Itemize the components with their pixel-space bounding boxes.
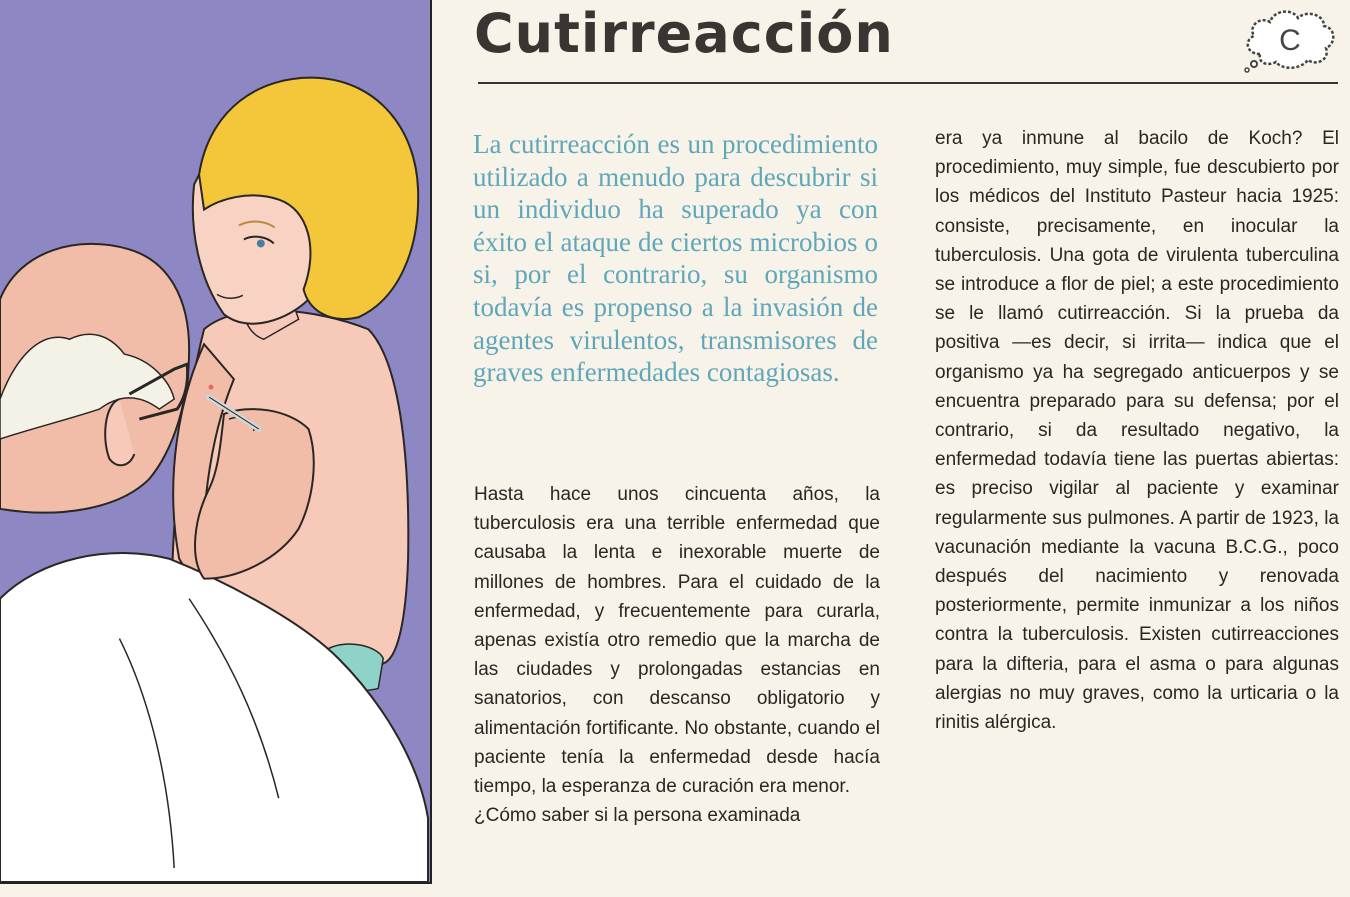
child-pupil — [257, 239, 265, 247]
title-divider — [478, 82, 1338, 84]
body-paragraph: ¿Cómo saber si la persona examinada — [474, 805, 801, 827]
skin-test-mark — [209, 385, 214, 390]
illustration — [0, 0, 432, 884]
body-column-right — [935, 124, 1339, 737]
body-paragraph: Hasta hace unos cincuenta años, la tuberculosis era una terrible enfermedad que causaba la lenta e inexorable muerte de millones de hombres. Para el cuidado de la enfermedad, y frecuentemente para curarla, apenas existía otro remedio que la marcha de las ciudades y prolongadas estancias en sanatorios, con descanso obligatorio y alimentación fortificante. No obstante, cuando el paciente tenía la enfermedad desde hacía tiempo, la esperanza de curación era menor. — [474, 484, 880, 798]
body-column-left — [474, 480, 880, 830]
body-paragraph: era ya inmune al bacilo de Koch? El procedimiento, muy simple, fue descubierto por los médicos del Instituto Pasteur hacia 1925: consiste, precisamente, en inocular la tuberculosis. Una gota de virulenta tuberculina se introduce a flor de piel; a este procedimiento se le llamó cutirreacción. Si la prueba da positiva —es decir, si irrita— indica que el organismo ya ha segregado anticuerpos y se encuentra preparado para su defensa; por el contrario, si da resultado negativo, la enfermedad todavía tiene las puertas abiertas: es preciso vigilar al paciente y examinar regularmente sus pulmones. A partir de 1923, la vacunación mediante la vacuna B.C.G., poco después del nacimiento y renovada posteriormente, permite inmunizar a los niños contra la tuberculosis. Existen cutirreacciones para la difteria, para el asma o para algunas alergias no muy graves, como la urticaria o la rinitis alérgica. — [935, 128, 1339, 734]
badge-letter: C — [1279, 24, 1301, 57]
lead-paragraph: La cutirreacción es un procedimiento utilizado a menudo para descubrir si un individuo ha superado ya con éxito el ataque de ciertos microbios o si, por el contrario, su organismo todavía es propenso a la invasión de agentes virulentos, transmisores de graves enfermedades contagiosas. — [473, 129, 878, 388]
page-title: Cutirreacción — [474, 2, 894, 65]
cloud-letter-icon — [1240, 4, 1338, 74]
